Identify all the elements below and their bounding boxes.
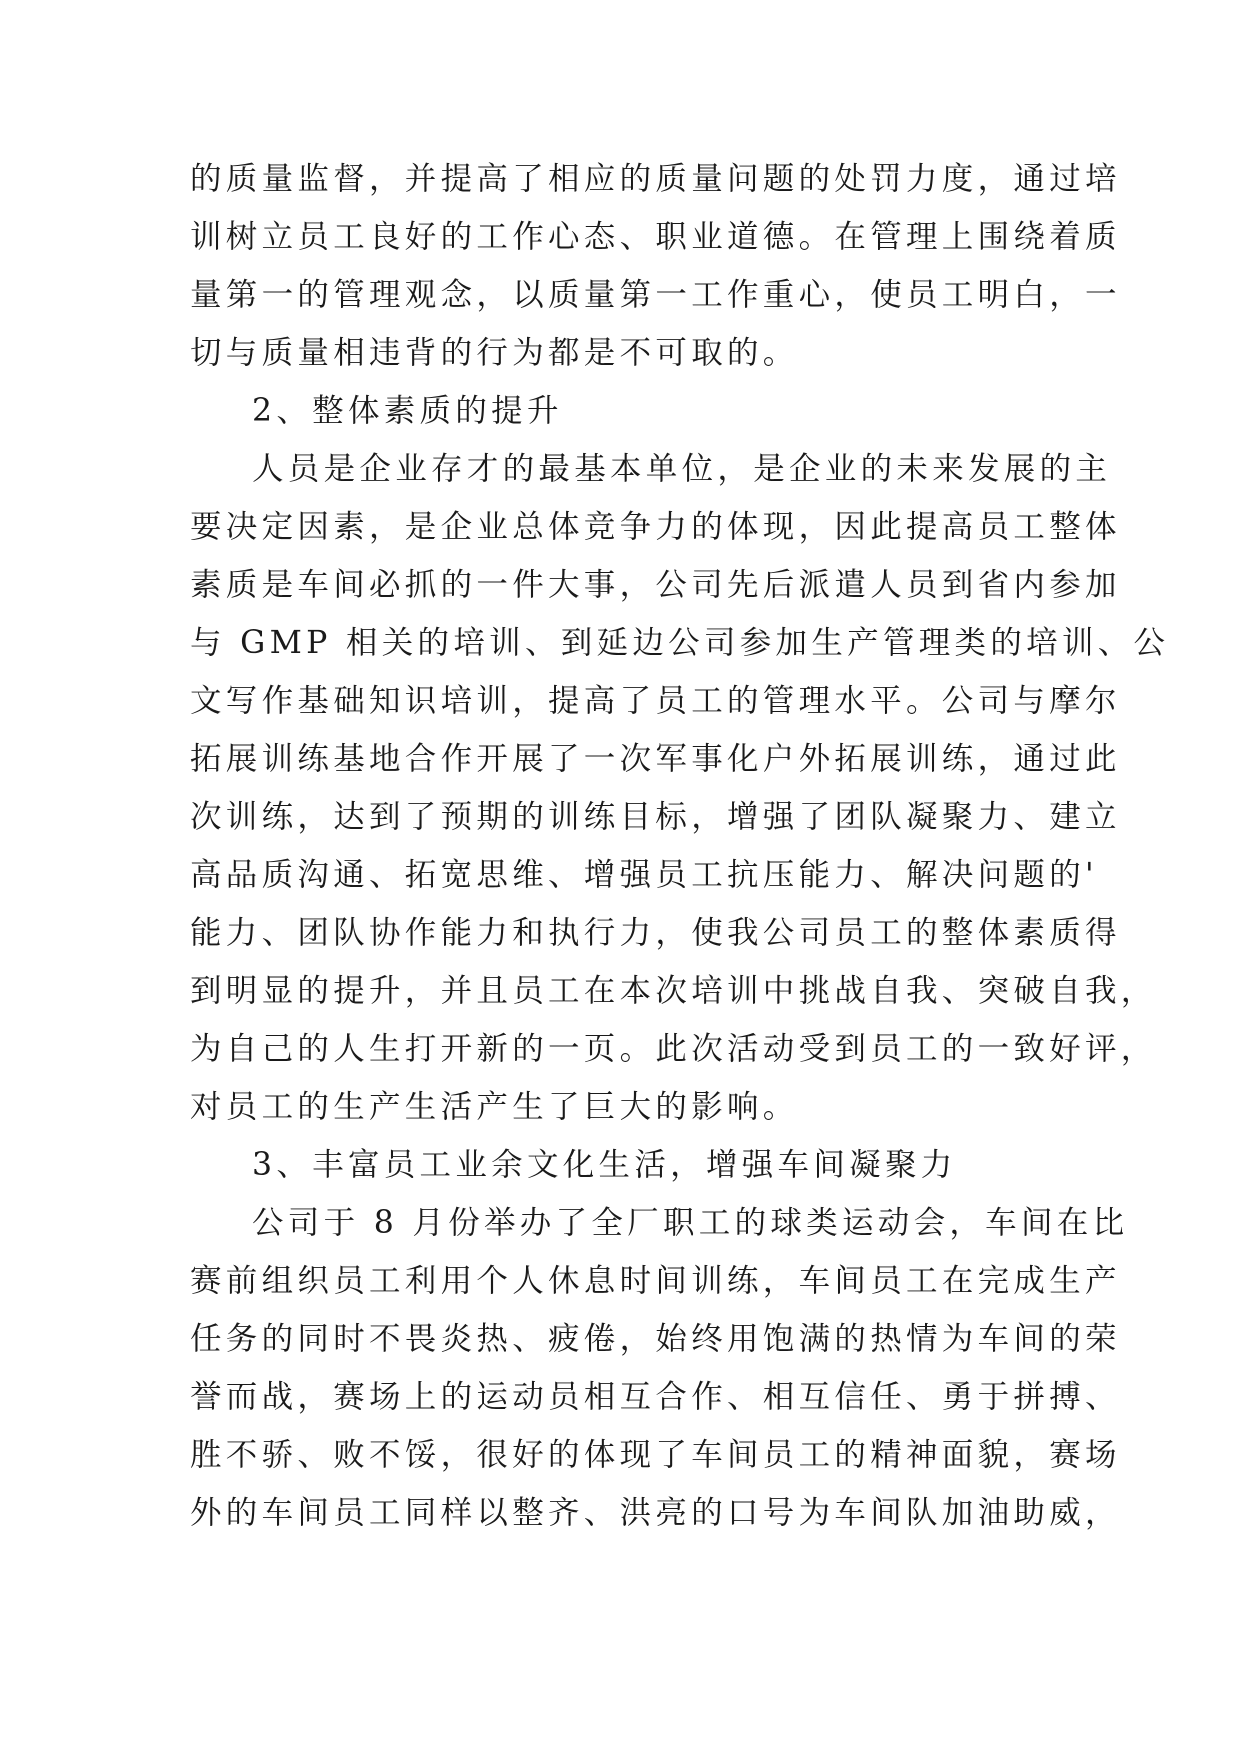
- text-line: 赛前组织员工利用个人休息时间训练，车间员工在完成生产: [190, 1263, 1121, 1299]
- text-line: 素质是车间必抓的一件大事，公司先后派遣人员到省内参加: [190, 567, 1121, 603]
- text-line: 次训练，达到了预期的训练目标，增强了团队凝聚力、建立: [190, 799, 1121, 835]
- text-line: 公司于 8 月份举办了全厂职工的球类运动会，车间在比: [252, 1205, 1129, 1241]
- text-line: 训树立员工良好的工作心态、职业道德。在管理上围绕着质: [190, 219, 1121, 255]
- document-body: [190, 150, 1170, 1542]
- text-line: 对员工的生产生活产生了巨大的影响。: [190, 1089, 799, 1125]
- text-line: 文写作基础知识培训，提高了员工的管理水平。公司与摩尔: [190, 683, 1121, 719]
- text-line: 胜不骄、败不馁，很好的体现了车间员工的精神面貌，赛场: [190, 1437, 1121, 1473]
- section-heading: 3、丰富员工业余文化生活，增强车间凝聚力: [252, 1147, 957, 1183]
- text-line: 切与质量相违背的行为都是不可取的。: [190, 335, 799, 371]
- text-line: 人员是企业存才的最基本单位，是企业的未来发展的主: [252, 451, 1112, 487]
- text-line: 量第一的管理观念，以质量第一工作重心，使员工明白，一: [190, 277, 1121, 313]
- text-line: 为自己的人生打开新的一页。此次活动受到员工的一致好评，: [190, 1031, 1157, 1067]
- text-line: 能力、团队协作能力和执行力，使我公司员工的整体素质得: [190, 915, 1121, 951]
- text-line: 到明显的提升，并且员工在本次培训中挑战自我、突破自我，: [190, 973, 1157, 1009]
- text-line: 的质量监督，并提高了相应的质量问题的处罚力度，通过培: [190, 161, 1121, 197]
- text-line: 誉而战，赛场上的运动员相互合作、相互信任、勇于拼搏、: [190, 1379, 1121, 1415]
- text-line: 任务的同时不畏炎热、疲倦，始终用饱满的热情为车间的荣: [190, 1321, 1121, 1357]
- text-line: 外的车间员工同样以整齐、洪亮的口号为车间队加油助威，: [190, 1495, 1121, 1531]
- text-line: 要决定因素，是企业总体竞争力的体现，因此提高员工整体: [190, 509, 1121, 545]
- section-heading: 2、整体素质的提升: [252, 393, 563, 429]
- text-line: 拓展训练基地合作开展了一次军事化户外拓展训练，通过此: [190, 741, 1121, 777]
- text-line: 高品质沟通、拓宽思维、增强员工抗压能力、解决问题的': [190, 857, 1098, 893]
- text-line: 与 GMP 相关的培训、到延边公司参加生产管理类的培训、公: [190, 625, 1170, 661]
